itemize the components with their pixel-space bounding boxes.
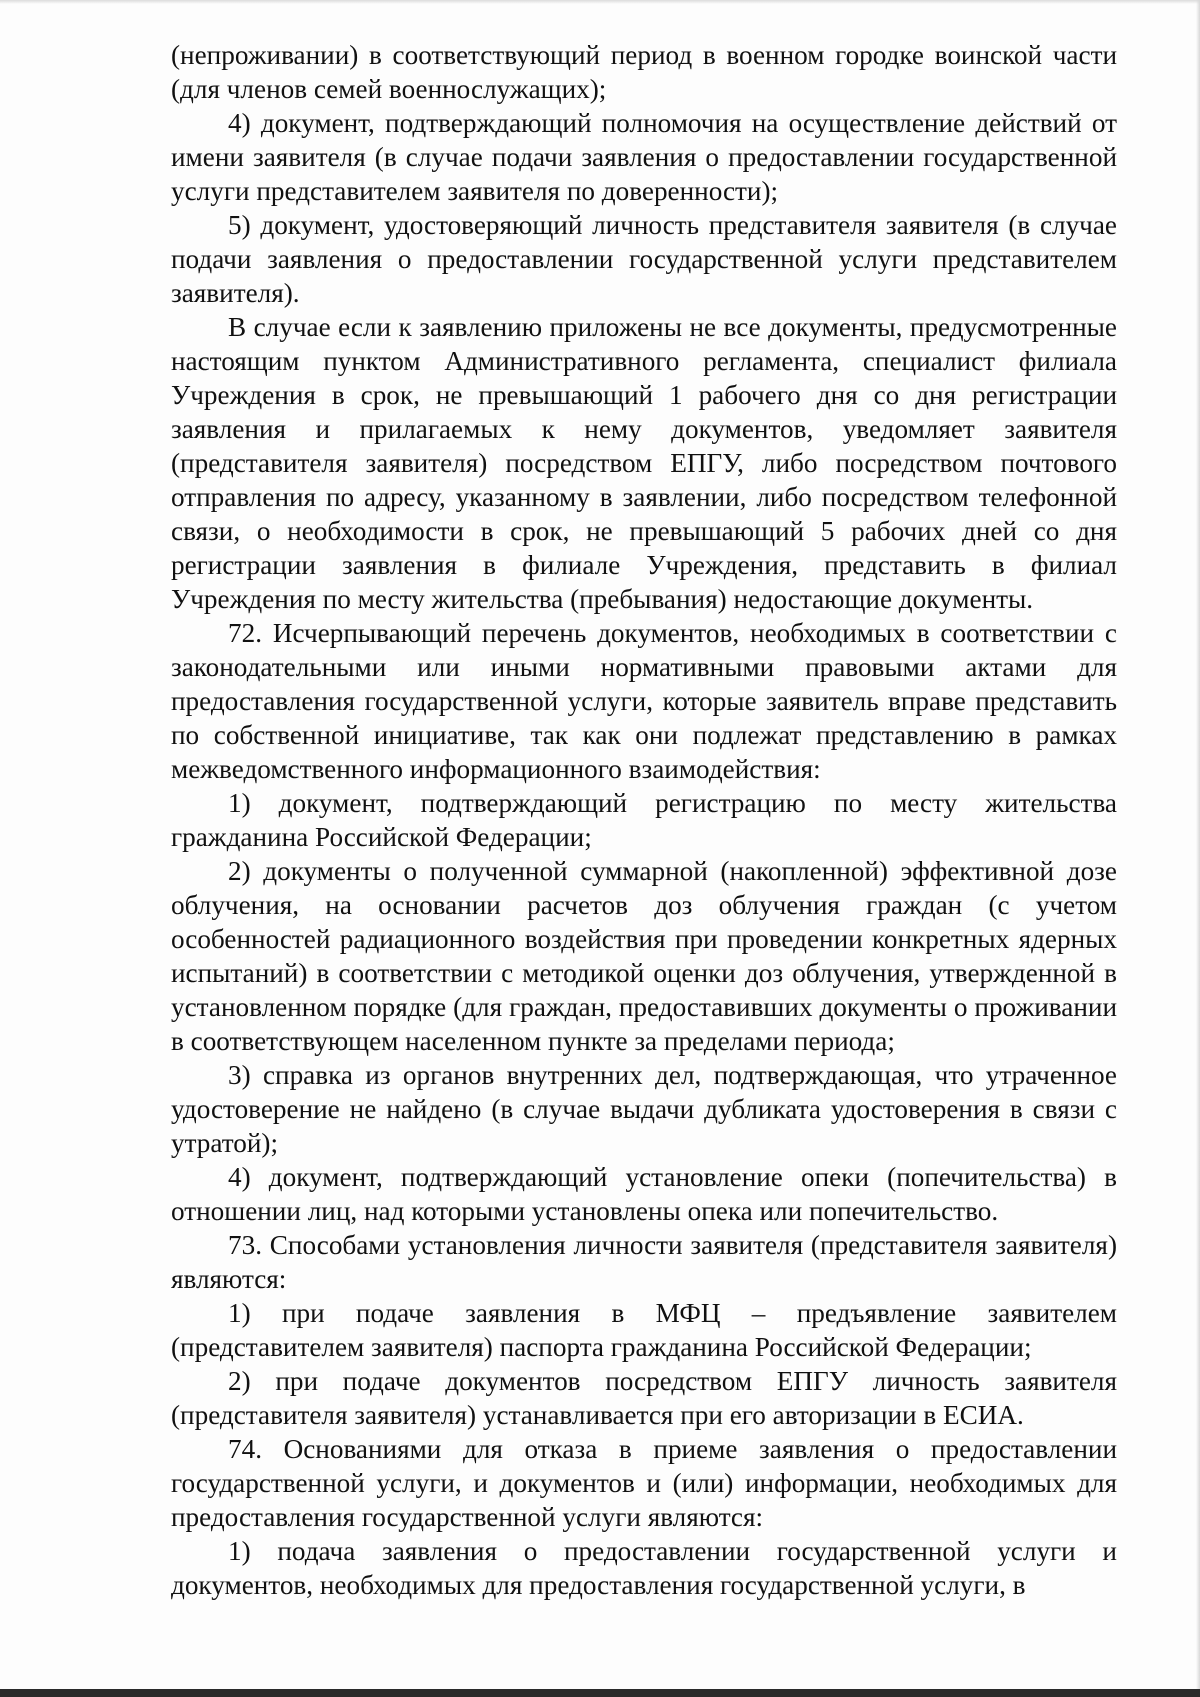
paragraph-74-item-1: 1) подача заявления о предоставлении государственной услуги и документов, необходимых для предоставления государственной услуги, в: [171, 1536, 1117, 1600]
paragraph-73-item-1: 1) при подаче заявления в МФЦ – предъявление заявителем (представителем заявителя) паспорта гражданина Российской Федерации;: [171, 1298, 1117, 1362]
scan-edge-bottom: [0, 1689, 1200, 1697]
paragraph-missing-documents: В случае если к заявлению приложены не все документы, предусмотренные настоящим пунктом Административного регламента, специалист филиала Учреждения в срок, не превышающий 1 рабочего дня со дня регистрации заявления и прилагаемых к нему документов, уведомляет заявителя (представителя заявителя) посредством ЕПГУ, либо посредством почтового отправления по адресу, указанному в заявлении, либо посредством телефонной связи, о необходимости в срок, не превышающий 5 рабочих дней со дня регистрации заявления в филиале Учреждения, представить в филиал Учреждения по месту жительства (пребывания) недостающие документы.: [171, 312, 1117, 614]
paragraph-72-item-1: 1) документ, подтверждающий регистрацию по месту жительства гражданина Российской Федерации;: [171, 788, 1117, 852]
paragraph-item-5-identity: 5) документ, удостоверяющий личность представителя заявителя (в случае подачи заявления о предоставлении государственной услуги представителем заявителя).: [171, 210, 1117, 308]
paragraph-clause-72: 72. Исчерпывающий перечень документов, необходимых в соответствии с законодательными или иными нормативными правовыми актами для предоставления государственной услуги, которые заявитель вправе представить по собственной инициативе, так как они подлежат представлению в рамках межведомственного информационного взаимодействия:: [171, 618, 1117, 784]
paragraph-continuation: (непроживании) в соответствующий период в военном городке воинской части (для членов семей военнослужащих);: [171, 40, 1117, 104]
paragraph-73-item-2: 2) при подаче документов посредством ЕПГУ личность заявителя (представителя заявителя) устанавливается при его авторизации в ЕСИА.: [171, 1366, 1117, 1430]
scan-edge-top: [0, 0, 1200, 4]
paragraph-item-4-authority: 4) документ, подтверждающий полномочия на осуществление действий от имени заявителя (в случае подачи заявления о предоставлении государственной услуги представителем заявителя по доверенности);: [171, 108, 1117, 206]
paragraph-72-item-2: 2) документы о полученной суммарной (накопленной) эффективной дозе облучения, на основании расчетов доз облучения граждан (с учетом особенностей радиационного воздействия при проведении конкретных ядерных испытаний) в соответствии с методикой оценки доз облучения, утвержденной в установленном порядке (для граждан, предоставивших документы о проживании в соответствующем населенном пункте за пределами периода;: [171, 856, 1117, 1056]
paragraph-clause-74: 74. Основаниями для отказа в приеме заявления о предоставлении государственной услуги, и документов и (или) информации, необходимых для предоставления государственной услуги являются:: [171, 1434, 1117, 1532]
scan-edge-right: [1196, 0, 1200, 1697]
paragraph-clause-73: 73. Способами установления личности заявителя (представителя заявителя) являются:: [171, 1230, 1117, 1294]
paragraph-72-item-3: 3) справка из органов внутренних дел, подтверждающая, что утраченное удостоверение не найдено (в случае выдачи дубликата удостоверения в связи с утратой);: [171, 1060, 1117, 1158]
document-page: [171, 38, 1117, 1602]
paragraph-72-item-4: 4) документ, подтверждающий установление опеки (попечительства) в отношении лиц, над которыми установлены опека или попечительство.: [171, 1162, 1117, 1226]
